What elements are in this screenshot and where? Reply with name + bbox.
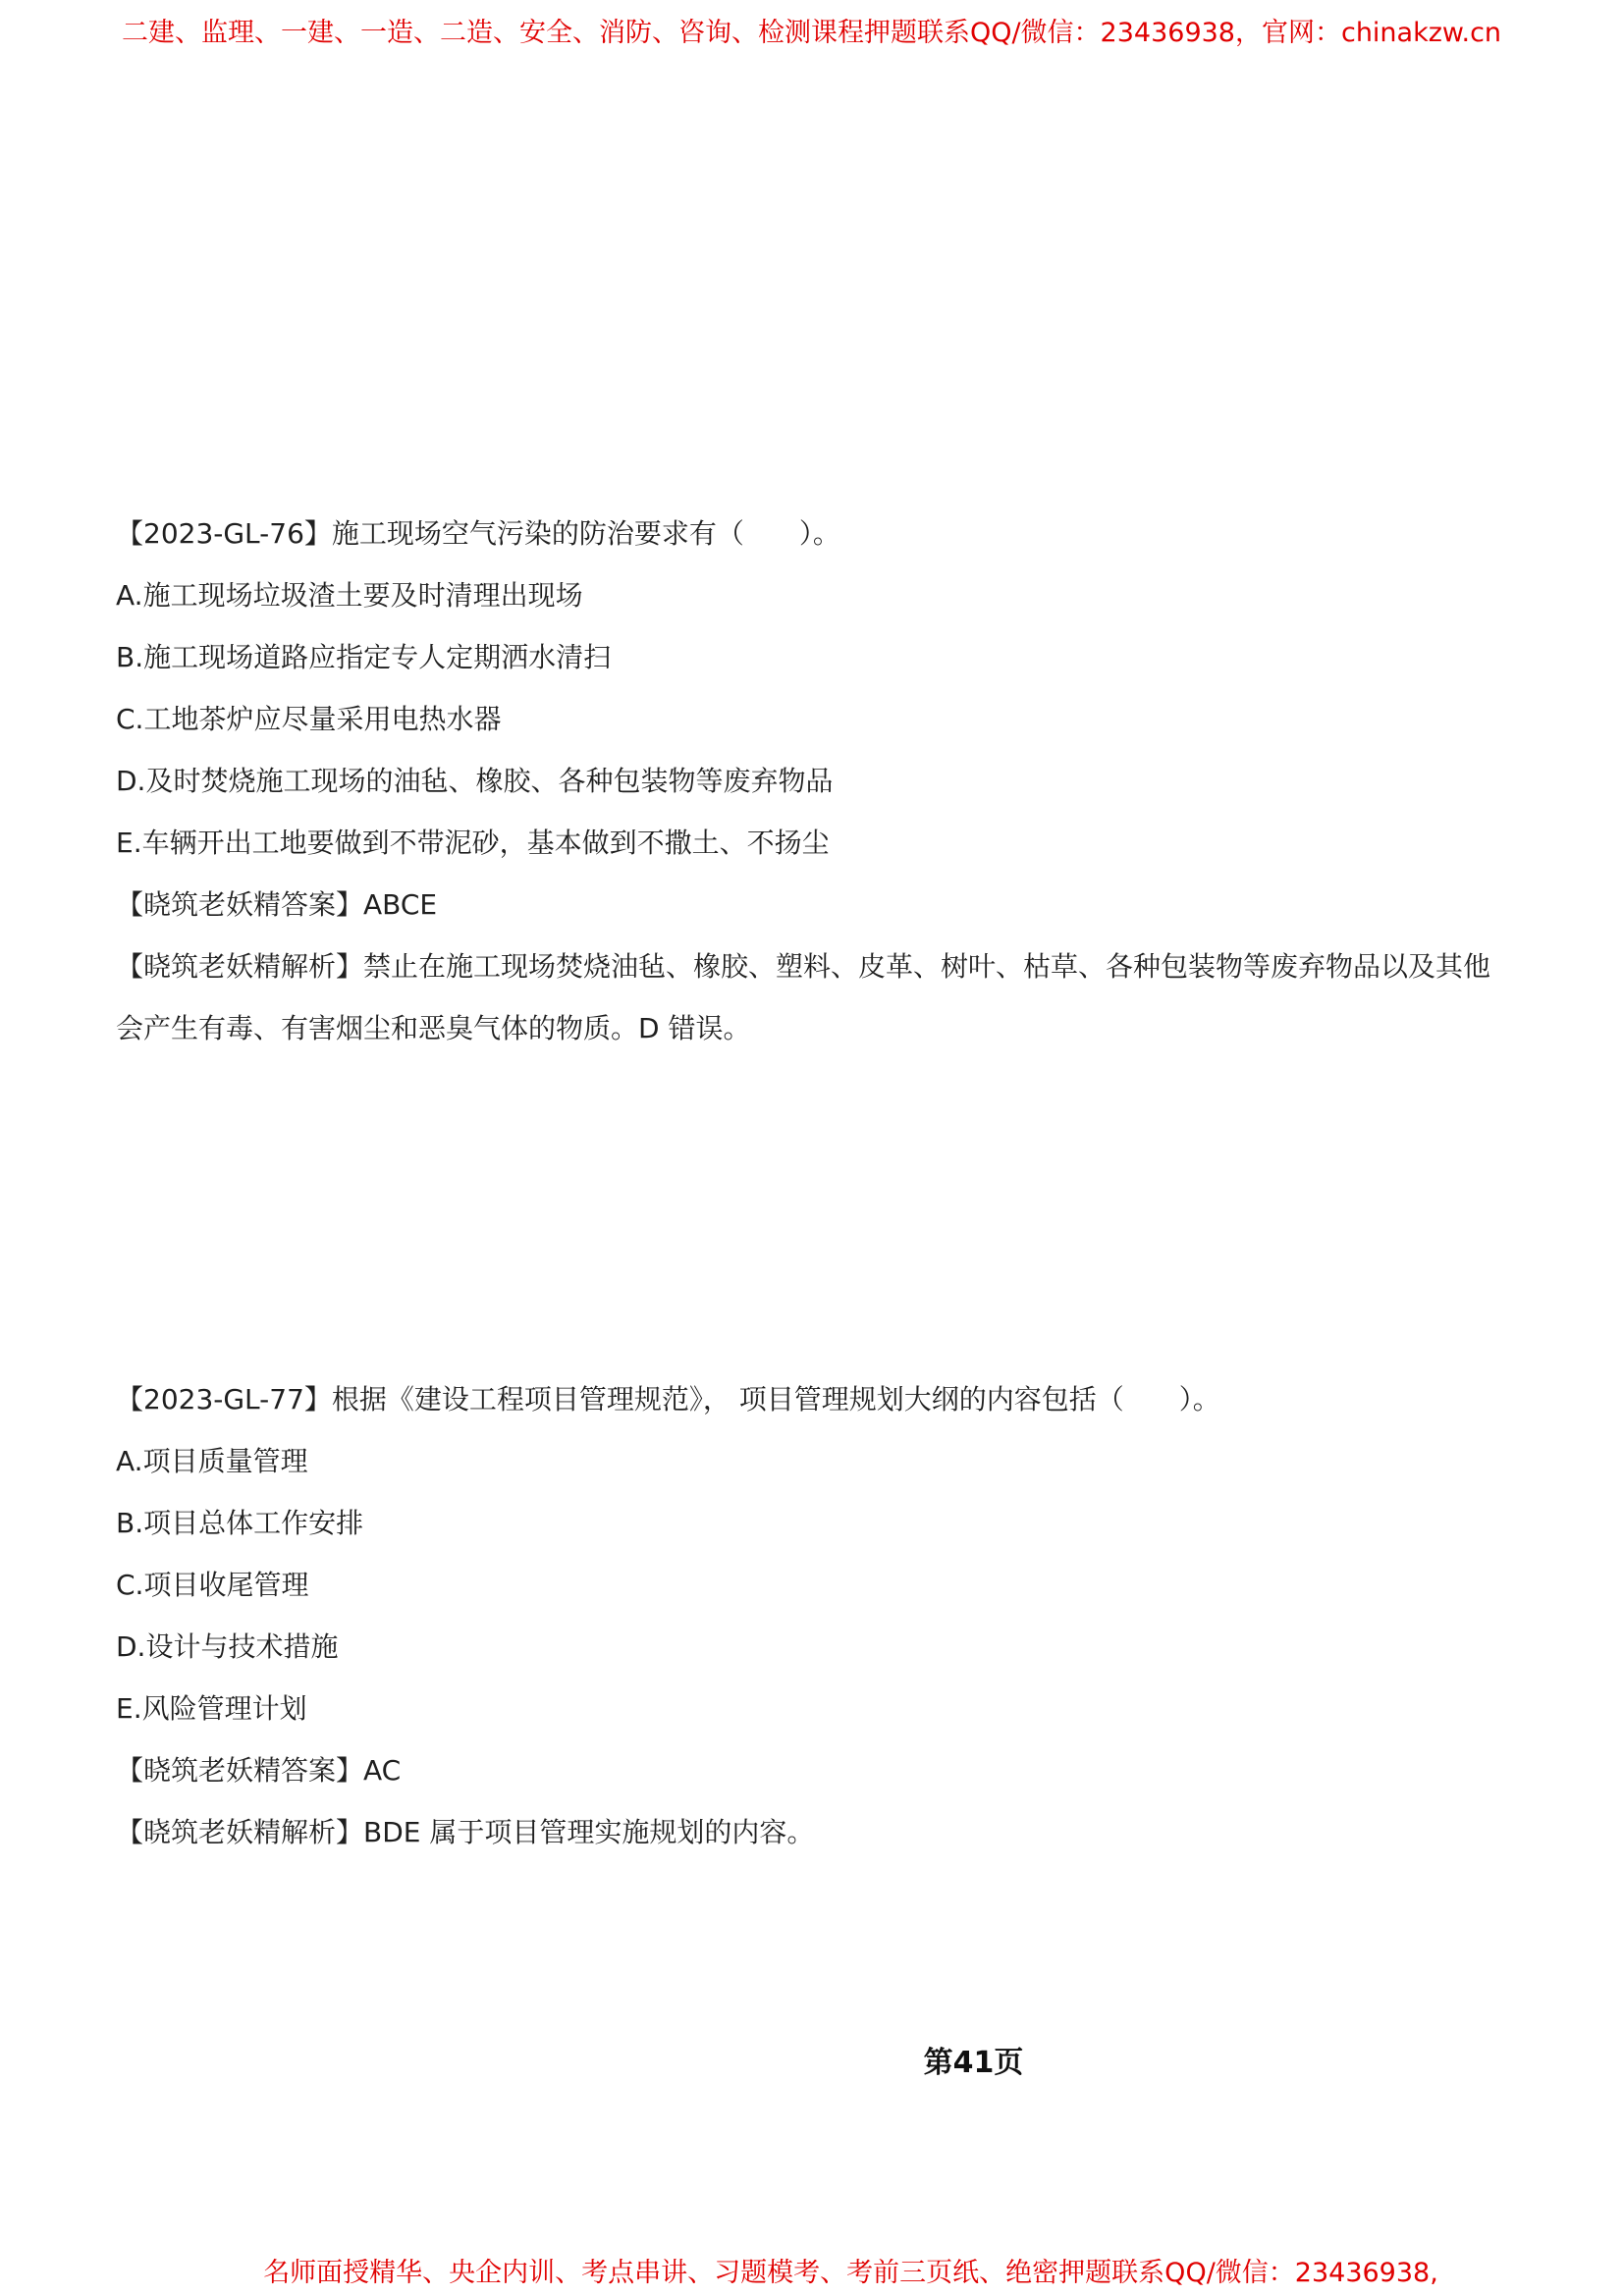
- question-block-76: [116, 503, 1510, 1059]
- option-d: D.及时焚烧施工现场的油毡、橡胶、各种包装物等废弃物品: [116, 765, 834, 797]
- option-c: C.工地茶炉应尽量采用电热水器: [116, 703, 502, 735]
- option-b: B.施工现场道路应指定专人定期洒水清扫: [116, 641, 612, 673]
- option-a: A.项目质量管理: [116, 1445, 308, 1477]
- header-banner: 二建、监理、一建、一造、二造、安全、消防、咨询、检测课程押题联系QQ/微信：23436938，官网：chinakzw.cn: [121, 18, 1502, 48]
- answer-line: 【晓筑老妖精答案】ABCE: [116, 888, 438, 921]
- footer-banner: 名师面授精华、央企内训、考点串讲、习题模考、考前三页纸、绝密押题联系QQ/微信：23436938,: [263, 2258, 1438, 2288]
- option-e: E.风险管理计划: [116, 1692, 307, 1725]
- question-block-77: [116, 1368, 1510, 1863]
- question-stem: 【2023-GL-76】施工现场空气污染的防治要求有（ ）。: [116, 517, 840, 550]
- option-e: E.车辆开出工地要做到不带泥砂，基本做到不撒土、不扬尘: [116, 827, 830, 859]
- page-number: 第41页: [923, 2046, 1024, 2080]
- answer-line: 【晓筑老妖精答案】AC: [116, 1754, 402, 1787]
- analysis-paragraph: 【晓筑老妖精解析】BDE 属于项目管理实施规划的内容。: [116, 1816, 815, 1848]
- question-stem: 【2023-GL-77】根据《建设工程项目管理规范》， 项目管理规划大纲的内容包括（ ）。: [116, 1383, 1220, 1415]
- analysis-paragraph: 【晓筑老妖精解析】禁止在施工现场焚烧油毡、橡胶、塑料、皮革、树叶、枯草、各种包装物等废弃物品以及其他会产生有毒、有害烟尘和恶臭气体的物质。D 错误。: [116, 950, 1491, 1044]
- option-a: A.施工现场垃圾渣土要及时清理出现场: [116, 579, 583, 612]
- option-d: D.设计与技术措施: [116, 1630, 339, 1663]
- option-b: B.项目总体工作安排: [116, 1507, 364, 1539]
- option-c: C.项目收尾管理: [116, 1569, 309, 1601]
